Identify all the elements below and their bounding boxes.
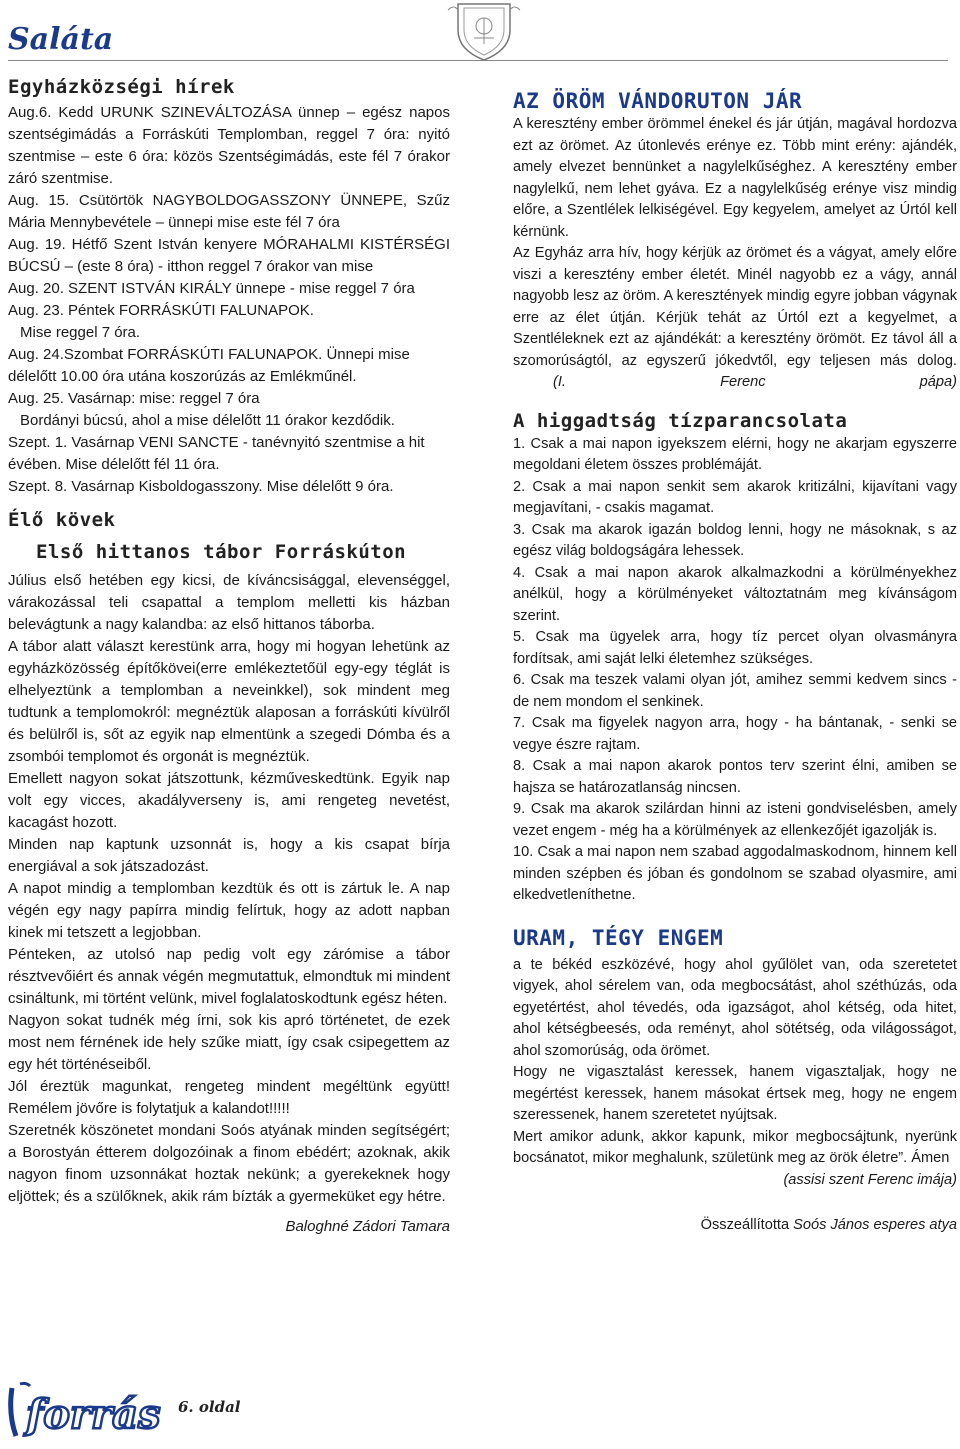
lord-title: URAM, TÉGY ENGEM bbox=[513, 925, 724, 950]
calm-item: 9. Csak ma akarok szilárdan hinni az isteni gondviselésben, amely vezet engem - még ha a körülmények az ellenkezőjét igazolják is. bbox=[513, 801, 957, 839]
camp-paragraph: Július első hetében egy kicsi, de kíváncsisággal, elevenséggel, várakozással teli csapattal a templom melletti kis házban belevágtunk a nagy kalandba: az első hittanos táborba. bbox=[8, 572, 450, 633]
parish-news-item: Aug.6. Kedd URUNK SZINEVÁLTOZÁSA ünnep – egész napos szentségimádás a Forráskúti Templomban, reggel 7 óra: nyitó szentmise – este 6 óra: közös Szentségimádás, este fél 7 órakor záró szentmise. bbox=[8, 104, 450, 187]
parish-news-item: Aug. 15. Csütörtök NAGYBOLDOGASSZONY ÜNNEPE, Szűz Mária Mennybevétele – ünnepi mise este fél 7 óra bbox=[8, 192, 450, 231]
calm-item: 10. Csak a mai napon nem szabad aggodalmaskodnom, hinnem kell minden szépben és jóban és gondolnom se szabad olyasmire, ami elkedvetleníthetne. bbox=[513, 844, 957, 903]
compiled-by bbox=[513, 1215, 957, 1237]
calm-item: 8. Csak a mai napon akarok pontos terv szerint élni, amiben se hajsza se határozatlanság nincsen. bbox=[513, 758, 957, 796]
camp-paragraph: A napot mindig a templomban kezdtük és ott is zártuk le. A nap végén egy nagy papírra mindig felírtuk, hogy az adott napban kinek mi tetszett a legjobban. bbox=[8, 880, 450, 941]
lord-paragraph: Mert amikor adunk, akkor kapunk, mikor megbocsájtunk, nyerünk bocsánatot, mikor meghalunk, születünk meg az örök életre”. Ámen bbox=[513, 1128, 957, 1166]
forras-logo bbox=[6, 1380, 168, 1442]
camp-title: Első hittanos tábor Forráskúton bbox=[36, 541, 407, 563]
camp-article bbox=[8, 570, 450, 1208]
calm-item: 7. Csak ma figyelek nagyon arra, hogy - ha bántanak, - senki se vegye észre rajtam. bbox=[513, 715, 957, 753]
calm-item: 1. Csak a mai napon igyekszem elérni, hogy ne akarjam egyszerre megoldani életem összes problémáját. bbox=[513, 435, 957, 473]
parish-news-item: Szept. 8. Vasárnap Kisboldogasszony. Mise délelőtt 9 óra. bbox=[8, 478, 394, 495]
calm-list bbox=[513, 434, 957, 907]
lord-paragraph: Hogy ne vigasztalást keressek, hanem vigasztaljak, hogy ne megértést keressek, hanem másokat értsek meg, hogy ne engem szeressenek, hanem szeretetet nyújtsak. bbox=[513, 1064, 957, 1123]
logo-text: forrás bbox=[26, 1391, 161, 1438]
parish-news-item: Aug. 25. Vasárnap: mise: reggel 7 óra bbox=[8, 390, 260, 407]
parish-news-item: Szept. 1. Vasárnap VENI SANCTE - tanévnyitó szentmise a hit évében. Mise délelőtt fél 11 óra. bbox=[8, 434, 425, 473]
joy-paragraph-2 bbox=[513, 243, 957, 394]
calm-item: 2. Csak a mai napon senkit sem akarok kritizálni, kijavítani vagy megjavítani, - csakis magamat. bbox=[513, 478, 957, 516]
compiled-by-name: Soós János esperes atya bbox=[793, 1217, 957, 1233]
parish-news-item: Aug. 24.Szombat FORRÁSKÚTI FALUNAPOK. Ünnepi mise délelőtt 10.00 óra utána koszorúzás az Emlékműnél. bbox=[8, 346, 410, 385]
elo-kovek-title: Élő kövek bbox=[8, 509, 116, 531]
lord-prayer bbox=[513, 955, 957, 1170]
camp-paragraph: A tábor alatt választ kerestünk arra, hogy mi hogyan lehetünk az egyházközösség építőkövei(erre emlékeztetőül egy-egy téglát is elhelyeztünk a templomban a neveinkkel), sok mindent meg tudtunk a templomokról: megnéztük alaposan a forráskúti kívülről és belülről is, sőt az egyik nap elmentünk a szegedi Dómba és a zsombói templomot és orgonát is megnéztük. bbox=[8, 638, 450, 765]
calm-item: 3. Csak ma akarok igazán boldog lenni, hogy ne másoknak, s az egész világ boldogságára lehessek. bbox=[513, 521, 957, 559]
camp-paragraph: Nagyon sokat tudnék még írni, sok kis apró történetet, de ezek most nem férnének ide hely szűke miatt, így csak csipegettem az egy hét történéseiből. bbox=[8, 1012, 450, 1073]
camp-paragraph: Minden nap kaptunk uzsonnát is, hogy a kis csapat bírja energiával a sok játszadozást. bbox=[8, 836, 450, 875]
calm-item: 6. Csak ma teszek valami olyan jót, amihez semmi kedvem sincs - de nem mondom el senkinek. bbox=[513, 672, 957, 710]
parish-news-item: Bordányi búcsú, ahol a mise délelőtt 11 órakor kezdődik. bbox=[20, 412, 395, 429]
parish-news-item: Mise reggel 7 óra. bbox=[20, 324, 141, 341]
joy-title: AZ ÖRÖM VÁNDORUTON JÁR bbox=[513, 89, 803, 113]
joy-signature: (I. Ferenc pápa) bbox=[553, 374, 957, 390]
right-column bbox=[513, 88, 957, 1237]
camp-signature: Baloghné Zádori Tamara bbox=[285, 1218, 450, 1235]
camp-paragraph: Szeretnék köszönetet mondani Soós atyának minden segítségért; a Borostyán étterem dolgozóinak a finom ebédért; azoknak, akik nagyon finom uzsonnákat hoztak nekünk; a gyerekeknek hogy eljöttek; és a szülőknek, akik rám bízták a gyermeküket egy hétre. bbox=[8, 1122, 450, 1205]
parish-news-item: Aug. 19. Hétfő Szent István kenyere MÓRAHALMI KISTÉRSÉGI BÚCSÚ – (este 8 óra) - itthon reggel 7 órakor van mise bbox=[8, 236, 450, 275]
section-header-title: Saláta bbox=[8, 22, 114, 57]
camp-paragraph: Jól éreztük magunkat, rengeteg mindent megéltünk együtt! Remélem jövőre is folytatjuk a kalandot!!!!! bbox=[8, 1078, 450, 1117]
joy-paragraph-2-text: Az Egyház arra hív, hogy kérjük az örömet és a vágyat, amely előre viszi a keresztény ember életét. Minél nagyobb ez a vágy, annál nagyobb lesz az öröm. A keresztények mindig egyre jobban vágynak erre az élet útján. Kérjük tehát az Úrtól ezt a kegyelmet, a Szentléleknek ezt az ajándékát: a keresztény örömöt. Ez távol áll a szomorúságtól, az egyszerű jókedvtől, egy teljesen más dolog. bbox=[513, 245, 957, 369]
lord-signature: (assisi szent Ferenc imája) bbox=[783, 1171, 957, 1188]
parish-news-list bbox=[8, 102, 450, 498]
calm-title: A higgadtság tízparancsolata bbox=[513, 409, 848, 432]
page-number: 6. oldal bbox=[178, 1398, 241, 1416]
lord-paragraph: a te békéd eszközévé, hogy ahol gyűlölet van, oda szeretetet vigyek, ahol sérelem van, oda megbocsátást, ahol széthúzás, oda egyetértést, ahol tévedés, oda igazságot, ahol kétség, oda hitet, ahol kétségbeesés, oda reményt, ahol sötétség, oda világosságot, ahol szomorúság, oda örömet. bbox=[513, 956, 957, 1059]
crest-emblem bbox=[444, 0, 524, 62]
joy-paragraph-1: A keresztény ember örömmel énekel és jár útján, magával hordozva ezt az örömet. Az útonlevés erénye ez. Több mint erény: ajándék, amely elvezet bennünket a nagylelkűséghez. A keresztény ember nagylelkű, nem lehet gyáva. Ez a nagylelkűség erénye visz mindig előre, a Szentlélek lelkiségével. Egy kegyelem, amelyet az Úrtól kell kérnünk. bbox=[513, 116, 957, 240]
calm-item: 5. Csak ma ügyelek arra, hogy tíz percet olyan olvasmányra fordítsak, ami saját lelki életemhez szükséges. bbox=[513, 629, 957, 667]
parish-news-title: Egyházközségi hírek bbox=[8, 76, 235, 98]
parish-news-item: Aug. 20. SZENT ISTVÁN KIRÁLY ünnepe - mise reggel 7 óra bbox=[8, 280, 415, 297]
camp-paragraph: Pénteken, az utolsó nap pedig volt egy zárómise a tábor résztvevőiért és annak végén megmutattuk, elmondtuk mi mindent csináltunk, mi történt velünk, mivel foglalatoskodtunk egész héten. bbox=[8, 946, 450, 1007]
calm-item: 4. Csak a mai napon akarok alkalmazkodni a körülményekhez anélkül, hogy a körülményeket változtatnám meg kívánságom szerint. bbox=[513, 564, 957, 624]
compiled-by-prefix: Összeállította bbox=[700, 1217, 794, 1233]
camp-paragraph: Emellett nagyon sokat játszottunk, kézműveskedtünk. Egyik nap volt egy vicces, akadályverseny is, ami rengeteg nevetést, kacagást hozott. bbox=[8, 770, 450, 831]
parish-news-item: Aug. 23. Péntek FORRÁSKÚTI FALUNAPOK. bbox=[8, 302, 314, 319]
left-column bbox=[8, 74, 450, 1238]
lord-signature-row bbox=[513, 1170, 957, 1192]
